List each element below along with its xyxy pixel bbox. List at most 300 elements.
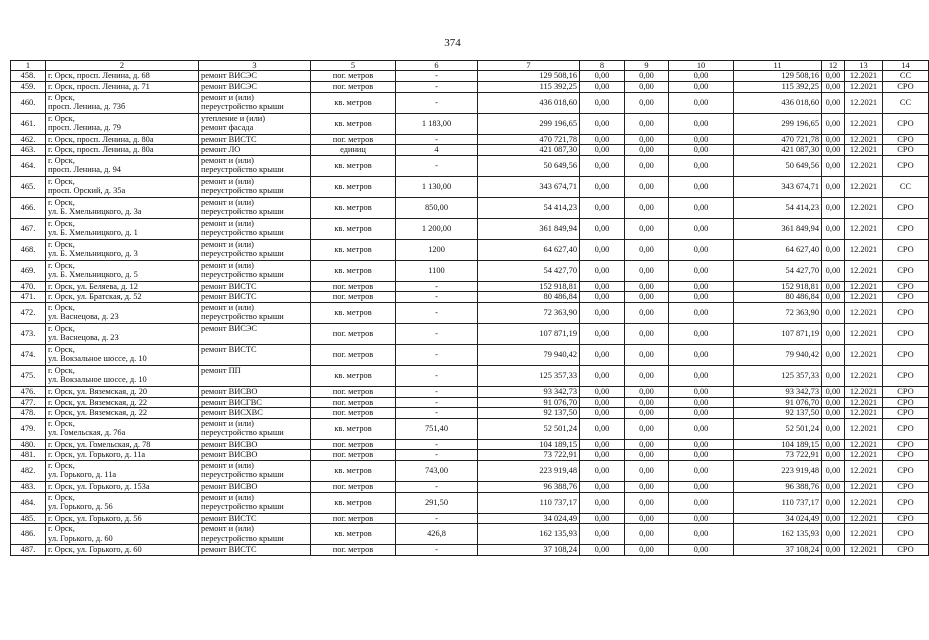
cell-address — [46, 218, 199, 239]
table-row — [11, 513, 929, 524]
cell-col-9: 0,00 — [625, 176, 669, 197]
cell-quantity: - — [396, 134, 478, 145]
cell-address — [46, 323, 199, 344]
cell-address-line: г. Орск, просп. Ленина, д. 80а — [48, 145, 154, 155]
cell-unit: пог. метров — [311, 82, 396, 93]
cell-col-10: 0,00 — [669, 365, 734, 386]
column-header: 5 — [311, 61, 396, 71]
cell-date: 12.2021 — [845, 281, 883, 292]
table-row — [11, 145, 929, 156]
cell-address — [46, 71, 199, 82]
cell-unit: пог. метров — [311, 344, 396, 365]
table-row — [11, 481, 929, 492]
table-row — [11, 323, 929, 344]
cell-cost: 110 737,17 — [478, 492, 580, 513]
cell-number: 461. — [11, 113, 46, 134]
cell-cost: 52 501,24 — [478, 418, 580, 439]
cell-address — [46, 155, 199, 176]
cell-address-line: ул. Б. Хмельницкого, д. 1 — [48, 228, 138, 238]
cell-address-line: г. Орск, просп. Ленина, д. 80а — [48, 134, 154, 144]
cell-col-10: 0,00 — [669, 260, 734, 281]
cell-number: 468. — [11, 239, 46, 260]
cell-address — [46, 439, 199, 450]
column-header: 9 — [625, 61, 669, 71]
cell-work-type-line: ремонт и (или) — [201, 197, 254, 207]
cell-mode: СРО — [883, 323, 929, 344]
cell-col-9: 0,00 — [625, 439, 669, 450]
cell-col-8: 0,00 — [580, 71, 625, 82]
cell-col-8: 0,00 — [580, 365, 625, 386]
cell-work-type-line: ремонт ПП — [201, 365, 241, 375]
cell-col-9: 0,00 — [625, 545, 669, 556]
cell-work-type-line: ремонт и (или) — [201, 492, 254, 502]
cell-work-type-line: переустройство крыши — [201, 312, 284, 322]
cell-address-line: г. Орск, — [48, 218, 75, 228]
cell-unit: кв. метров — [311, 460, 396, 481]
cell-work-type — [199, 323, 311, 344]
cell-address — [46, 397, 199, 408]
cell-address-line: г. Орск, — [48, 92, 75, 102]
cell-work-type — [199, 524, 311, 545]
cell-unit: кв. метров — [311, 155, 396, 176]
cell-col-10: 0,00 — [669, 397, 734, 408]
cell-number: 460. — [11, 92, 46, 113]
table-row — [11, 386, 929, 397]
cell-col-12: 0,00 — [822, 302, 845, 323]
cell-unit: пог. метров — [311, 397, 396, 408]
table-row — [11, 218, 929, 239]
cell-address-line: ул. Вокзальное шоссе, д. 10 — [48, 354, 147, 364]
cell-col-12: 0,00 — [822, 218, 845, 239]
table-row — [11, 524, 929, 545]
cell-col-8: 0,00 — [580, 492, 625, 513]
cell-address-line: просп. Орский, д. 35а — [48, 186, 126, 196]
cell-cost: 96 388,76 — [478, 481, 580, 492]
cell-work-type-line: ремонт фасада — [201, 123, 254, 132]
cell-col-12: 0,00 — [822, 323, 845, 344]
cell-work-type-line: ремонт и (или) — [201, 260, 254, 270]
cell-quantity: - — [396, 397, 478, 408]
cell-col-12: 0,00 — [822, 460, 845, 481]
cell-cost: 92 137,50 — [478, 408, 580, 419]
cell-mode: СРО — [883, 408, 929, 419]
cell-date: 12.2021 — [845, 71, 883, 82]
cell-total: 361 849,94 — [734, 218, 822, 239]
table-row — [11, 260, 929, 281]
cell-col-12: 0,00 — [822, 365, 845, 386]
cell-col-8: 0,00 — [580, 481, 625, 492]
cell-total: 54 427,70 — [734, 260, 822, 281]
cell-total: 91 076,70 — [734, 397, 822, 408]
cell-total: 54 414,23 — [734, 197, 822, 218]
cell-address-line: г. Орск, — [48, 492, 75, 502]
cell-quantity: 1200 — [396, 239, 478, 260]
cell-mode: СРО — [883, 460, 929, 481]
cell-quantity: - — [396, 82, 478, 93]
cell-col-12: 0,00 — [822, 439, 845, 450]
cell-total: 92 137,50 — [734, 408, 822, 419]
cell-col-10: 0,00 — [669, 218, 734, 239]
cell-address-line: ул. Горького, д. 11а — [48, 470, 117, 480]
cell-col-9: 0,00 — [625, 450, 669, 461]
cell-col-8: 0,00 — [580, 292, 625, 303]
cell-address-line: г. Орск, — [48, 344, 75, 354]
cell-work-type-line: ремонт ВИСГВС — [201, 397, 262, 407]
column-header: 6 — [396, 61, 478, 71]
cell-col-12: 0,00 — [822, 524, 845, 545]
cell-total: 64 627,40 — [734, 239, 822, 260]
cell-quantity: - — [396, 365, 478, 386]
cell-cost: 361 849,94 — [478, 218, 580, 239]
cell-address-line: г. Орск, ул. Горького, д. 153а — [48, 481, 150, 491]
cell-work-type-line: ремонт ВИСВО — [201, 481, 258, 491]
cell-work-type-line: ремонт ВИСЭС — [201, 323, 257, 333]
cell-number: 462. — [11, 134, 46, 145]
cell-quantity: 751,40 — [396, 418, 478, 439]
cell-quantity: - — [396, 439, 478, 450]
cell-work-type-line: переустройство крыши — [201, 501, 284, 511]
cell-col-8: 0,00 — [580, 545, 625, 556]
cell-work-type-line: переустройство крыши — [201, 470, 284, 480]
cell-col-10: 0,00 — [669, 281, 734, 292]
cell-unit: кв. метров — [311, 176, 396, 197]
cell-date: 12.2021 — [845, 239, 883, 260]
cell-date: 12.2021 — [845, 397, 883, 408]
table-row — [11, 113, 929, 134]
cell-quantity: - — [396, 155, 478, 176]
cell-mode: СРО — [883, 450, 929, 461]
cell-work-type-line: ремонт ВИСТС — [201, 281, 257, 291]
cell-mode: СРО — [883, 439, 929, 450]
cell-total: 110 737,17 — [734, 492, 822, 513]
cell-cost: 421 087,30 — [478, 145, 580, 156]
cell-col-12: 0,00 — [822, 418, 845, 439]
cell-address-line: г. Орск, ул. Горького, д. 56 — [48, 513, 142, 523]
cell-quantity: 426,8 — [396, 524, 478, 545]
cell-date: 12.2021 — [845, 386, 883, 397]
cell-date: 12.2021 — [845, 439, 883, 450]
cell-quantity: - — [396, 302, 478, 323]
cell-date: 12.2021 — [845, 134, 883, 145]
cell-work-type — [199, 292, 311, 303]
cell-address — [46, 365, 199, 386]
column-header: 12 — [822, 61, 845, 71]
cell-work-type-line: ремонт и (или) — [201, 418, 254, 428]
cell-date: 12.2021 — [845, 450, 883, 461]
cell-col-10: 0,00 — [669, 239, 734, 260]
cell-number: 478. — [11, 408, 46, 419]
cell-date: 12.2021 — [845, 260, 883, 281]
cell-mode: СРО — [883, 239, 929, 260]
cell-work-type — [199, 281, 311, 292]
cell-work-type-line: ремонт и (или) — [201, 524, 254, 534]
cell-mode: СРО — [883, 145, 929, 156]
cell-work-type-line: ремонт ВИСТС — [201, 513, 257, 523]
cell-col-10: 0,00 — [669, 145, 734, 156]
cell-col-8: 0,00 — [580, 197, 625, 218]
cell-mode: СРО — [883, 134, 929, 145]
cell-col-10: 0,00 — [669, 134, 734, 145]
cell-work-type-line: ремонт ВИСТС — [201, 344, 257, 354]
cell-work-type-line: переустройство крыши — [201, 533, 284, 543]
cell-work-type-line: ремонт ВИСВО — [201, 439, 258, 449]
cell-total: 73 722,91 — [734, 450, 822, 461]
cell-cost: 129 508,16 — [478, 71, 580, 82]
cell-work-type-line: ремонт и (или) — [201, 176, 254, 186]
cell-mode: СРО — [883, 155, 929, 176]
cell-total: 115 392,25 — [734, 82, 822, 93]
cell-unit: пог. метров — [311, 323, 396, 344]
cell-col-9: 0,00 — [625, 524, 669, 545]
cell-work-type — [199, 439, 311, 450]
cell-cost: 107 871,19 — [478, 323, 580, 344]
cell-col-12: 0,00 — [822, 492, 845, 513]
cell-total: 93 342,73 — [734, 386, 822, 397]
cell-cost: 125 357,33 — [478, 365, 580, 386]
cell-address-line: г. Орск, — [48, 323, 75, 333]
table-row — [11, 460, 929, 481]
cell-col-12: 0,00 — [822, 450, 845, 461]
cell-address — [46, 176, 199, 197]
cell-col-12: 0,00 — [822, 481, 845, 492]
cell-address-line: ул. Горького, д. 56 — [48, 501, 113, 511]
cell-col-9: 0,00 — [625, 197, 669, 218]
cell-address-line: г. Орск, ул. Вяземская, д. 20 — [48, 386, 148, 396]
cell-cost: 91 076,70 — [478, 397, 580, 408]
cell-cost: 299 196,65 — [478, 113, 580, 134]
cell-address — [46, 145, 199, 156]
cell-address — [46, 197, 199, 218]
cell-address — [46, 408, 199, 419]
cell-address — [46, 492, 199, 513]
cell-unit: кв. метров — [311, 113, 396, 134]
cell-col-8: 0,00 — [580, 386, 625, 397]
cell-cost: 54 414,23 — [478, 197, 580, 218]
cell-cost: 115 392,25 — [478, 82, 580, 93]
cell-work-type — [199, 365, 311, 386]
cell-col-10: 0,00 — [669, 513, 734, 524]
cell-cost: 93 342,73 — [478, 386, 580, 397]
cell-work-type — [199, 492, 311, 513]
cell-number: 472. — [11, 302, 46, 323]
cell-address-line: г. Орск, ул. Вяземская, д. 22 — [48, 408, 148, 418]
cell-number: 487. — [11, 545, 46, 556]
cell-col-9: 0,00 — [625, 71, 669, 82]
cell-address-line: г. Орск, ул. Вяземская, д. 22 — [48, 397, 148, 407]
cell-total: 162 135,93 — [734, 524, 822, 545]
cell-total: 223 919,48 — [734, 460, 822, 481]
cell-work-type-line: ремонт ВИСТС — [201, 134, 257, 144]
cell-date: 12.2021 — [845, 524, 883, 545]
cell-col-9: 0,00 — [625, 481, 669, 492]
cell-work-type-line: переустройство крыши — [201, 270, 284, 280]
table-row — [11, 365, 929, 386]
cell-cost: 73 722,91 — [478, 450, 580, 461]
table-row — [11, 239, 929, 260]
cell-col-12: 0,00 — [822, 239, 845, 260]
cell-work-type-line: переустройство крыши — [201, 428, 284, 438]
cell-col-9: 0,00 — [625, 145, 669, 156]
cell-quantity: 743,00 — [396, 460, 478, 481]
cell-address-line: г. Орск, — [48, 155, 75, 165]
cell-number: 477. — [11, 397, 46, 408]
cell-col-10: 0,00 — [669, 292, 734, 303]
cell-unit: кв. метров — [311, 218, 396, 239]
cell-col-12: 0,00 — [822, 113, 845, 134]
cell-mode: СРО — [883, 82, 929, 93]
cell-col-12: 0,00 — [822, 145, 845, 156]
cell-date: 12.2021 — [845, 408, 883, 419]
cell-number: 469. — [11, 260, 46, 281]
cell-date: 12.2021 — [845, 323, 883, 344]
cell-address — [46, 239, 199, 260]
cell-work-type-line: ремонт и (или) — [201, 302, 254, 312]
column-number-row — [11, 61, 929, 71]
table-row — [11, 397, 929, 408]
cell-work-type — [199, 513, 311, 524]
cell-unit: кв. метров — [311, 365, 396, 386]
cell-col-9: 0,00 — [625, 302, 669, 323]
cell-work-type-line: переустройство крыши — [201, 249, 284, 259]
cell-address — [46, 460, 199, 481]
cell-unit: кв. метров — [311, 239, 396, 260]
cell-col-9: 0,00 — [625, 397, 669, 408]
cell-cost: 64 627,40 — [478, 239, 580, 260]
cell-quantity: - — [396, 481, 478, 492]
cell-quantity: 1 200,00 — [396, 218, 478, 239]
cell-col-8: 0,00 — [580, 344, 625, 365]
cell-number: 484. — [11, 492, 46, 513]
cell-unit: кв. метров — [311, 492, 396, 513]
cell-work-type — [199, 197, 311, 218]
cell-work-type-line: ремонт и (или) — [201, 239, 254, 249]
cell-address — [46, 292, 199, 303]
cell-date: 12.2021 — [845, 344, 883, 365]
cell-col-9: 0,00 — [625, 408, 669, 419]
cell-col-12: 0,00 — [822, 281, 845, 292]
cell-work-type — [199, 176, 311, 197]
cell-quantity: - — [396, 513, 478, 524]
cell-col-8: 0,00 — [580, 82, 625, 93]
cell-total: 470 721,78 — [734, 134, 822, 145]
cell-unit: кв. метров — [311, 260, 396, 281]
cell-col-9: 0,00 — [625, 460, 669, 481]
cell-col-10: 0,00 — [669, 450, 734, 461]
cell-total: 343 674,71 — [734, 176, 822, 197]
cell-address-line: г. Орск, — [48, 113, 75, 123]
cell-work-type-line: ремонт и (или) — [201, 218, 254, 228]
cell-number: 476. — [11, 386, 46, 397]
cell-col-10: 0,00 — [669, 323, 734, 344]
cell-work-type-line: ремонт и (или) — [201, 155, 254, 165]
cell-col-8: 0,00 — [580, 176, 625, 197]
cell-work-type-line: ремонт ВИСЭС — [201, 82, 257, 91]
cell-quantity: - — [396, 450, 478, 461]
cell-address — [46, 92, 199, 113]
column-header: 3 — [199, 61, 311, 71]
cell-col-10: 0,00 — [669, 197, 734, 218]
cell-quantity: 1100 — [396, 260, 478, 281]
cell-date: 12.2021 — [845, 545, 883, 556]
table-row — [11, 439, 929, 450]
cell-unit: пог. метров — [311, 71, 396, 82]
cell-work-type — [199, 134, 311, 145]
cell-mode: СРО — [883, 513, 929, 524]
cell-total: 152 918,81 — [734, 281, 822, 292]
cell-work-type — [199, 344, 311, 365]
cell-address-line: г. Орск, просп. Ленина, д. 71 — [48, 82, 150, 91]
cell-mode: СРО — [883, 218, 929, 239]
cell-quantity: - — [396, 545, 478, 556]
cell-address-line: г. Орск, — [48, 260, 75, 270]
cell-unit: пог. метров — [311, 386, 396, 397]
cell-date: 12.2021 — [845, 197, 883, 218]
cell-cost: 436 018,60 — [478, 92, 580, 113]
cell-total: 96 388,76 — [734, 481, 822, 492]
cell-date: 12.2021 — [845, 302, 883, 323]
cell-date: 12.2021 — [845, 176, 883, 197]
cell-col-8: 0,00 — [580, 408, 625, 419]
cell-number: 463. — [11, 145, 46, 156]
cell-col-12: 0,00 — [822, 513, 845, 524]
cell-col-8: 0,00 — [580, 281, 625, 292]
cell-col-10: 0,00 — [669, 481, 734, 492]
cell-quantity: 291,50 — [396, 492, 478, 513]
cell-quantity: 4 — [396, 145, 478, 156]
column-header: 14 — [883, 61, 929, 71]
table-row — [11, 197, 929, 218]
cell-cost: 162 135,93 — [478, 524, 580, 545]
cell-col-9: 0,00 — [625, 344, 669, 365]
cell-work-type — [199, 418, 311, 439]
table-row — [11, 418, 929, 439]
cell-address-line: г. Орск, ул. Беляева, д. 12 — [48, 281, 138, 291]
cell-col-8: 0,00 — [580, 92, 625, 113]
cell-unit: пог. метров — [311, 408, 396, 419]
cell-col-10: 0,00 — [669, 408, 734, 419]
cell-work-type — [199, 218, 311, 239]
cell-date: 12.2021 — [845, 365, 883, 386]
cell-work-type — [199, 545, 311, 556]
cell-address-line: г. Орск, ул. Горького, д. 11а — [48, 450, 146, 460]
cell-work-type-line: ремонт ВИСЭС — [201, 71, 257, 81]
cell-address-line: ул. Горького, д. 60 — [48, 533, 113, 543]
cell-col-9: 0,00 — [625, 492, 669, 513]
cell-col-10: 0,00 — [669, 492, 734, 513]
column-header: 2 — [46, 61, 199, 71]
cell-address-line: г. Орск, — [48, 302, 75, 312]
cell-address — [46, 386, 199, 397]
cell-number: 466. — [11, 197, 46, 218]
cell-col-8: 0,00 — [580, 218, 625, 239]
cell-col-12: 0,00 — [822, 408, 845, 419]
cell-work-type-line: ремонт ВИСТС — [201, 292, 257, 302]
cell-unit: единиц — [311, 145, 396, 156]
cell-total: 37 108,24 — [734, 545, 822, 556]
table-body — [11, 61, 929, 556]
cell-cost: 37 108,24 — [478, 545, 580, 556]
cell-number: 471. — [11, 292, 46, 303]
cell-unit: пог. метров — [311, 513, 396, 524]
cell-col-9: 0,00 — [625, 365, 669, 386]
cell-col-8: 0,00 — [580, 524, 625, 545]
cell-col-12: 0,00 — [822, 386, 845, 397]
cell-work-type — [199, 239, 311, 260]
cell-date: 12.2021 — [845, 155, 883, 176]
cell-unit: пог. метров — [311, 481, 396, 492]
cell-number: 458. — [11, 71, 46, 82]
table-row — [11, 492, 929, 513]
